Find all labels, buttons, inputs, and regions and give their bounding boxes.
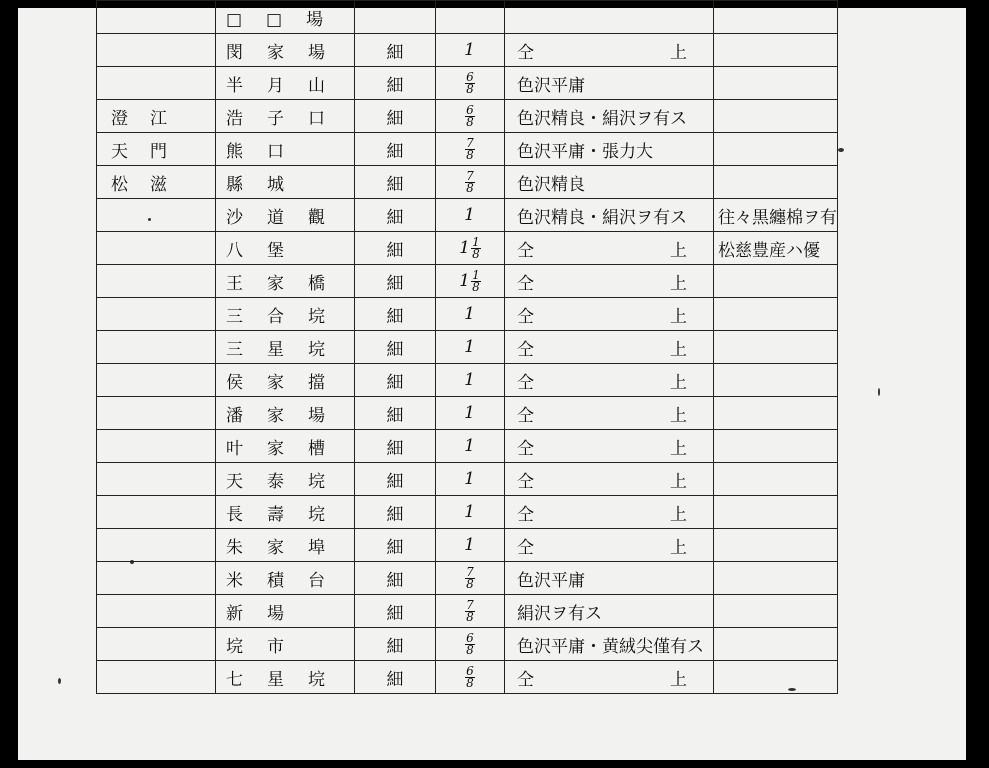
ratio-cell bbox=[436, 430, 505, 463]
ratio-cell bbox=[436, 628, 505, 661]
ratio-whole: 1 bbox=[464, 205, 475, 225]
ratio-fraction bbox=[465, 564, 475, 591]
table-row bbox=[97, 232, 838, 265]
remark-cell bbox=[714, 496, 838, 529]
region-cell bbox=[97, 562, 216, 595]
note-cell bbox=[505, 100, 714, 133]
remark-cell bbox=[714, 529, 838, 562]
note-text: 仝 bbox=[517, 504, 534, 525]
remark-cell bbox=[714, 34, 838, 67]
place-cell: 王家橋 bbox=[216, 265, 355, 298]
ditto-mark: 上 bbox=[670, 438, 687, 459]
ratio-cell bbox=[436, 364, 505, 397]
region-cell: 松滋 bbox=[97, 166, 216, 199]
region-cell bbox=[97, 661, 216, 694]
region-cell bbox=[97, 595, 216, 628]
ditto-mark: 上 bbox=[670, 405, 687, 426]
note-cell bbox=[505, 463, 714, 496]
table-row bbox=[97, 463, 838, 496]
fiber-type-cell: 細 bbox=[355, 331, 436, 364]
ratio-cell bbox=[436, 166, 505, 199]
remark-cell bbox=[714, 463, 838, 496]
ratio-numerator: 7 bbox=[466, 135, 474, 150]
cotton-ledger-table bbox=[96, 0, 838, 694]
region-cell bbox=[97, 265, 216, 298]
place-cell: 八堡 bbox=[216, 232, 355, 265]
remark-cell bbox=[714, 100, 838, 133]
ratio-cell bbox=[436, 34, 505, 67]
ratio-fraction bbox=[465, 69, 475, 96]
place-cell: 七星垸 bbox=[216, 661, 355, 694]
place-cell: 熊口 bbox=[216, 133, 355, 166]
ratio-numerator: 6 bbox=[466, 630, 474, 645]
ditto-mark: 上 bbox=[670, 240, 687, 261]
ratio-whole: 1 bbox=[459, 270, 470, 291]
table-row bbox=[97, 133, 838, 166]
ratio-denominator: 8 bbox=[466, 609, 474, 624]
table-row bbox=[97, 628, 838, 661]
note-text: 色沢平庸・張力大 bbox=[517, 141, 653, 162]
fiber-type-cell: 細 bbox=[355, 397, 436, 430]
region-cell bbox=[97, 331, 216, 364]
ratio-whole: 1 bbox=[464, 436, 475, 456]
table-row bbox=[97, 199, 838, 232]
note-text: 色沢平庸 bbox=[517, 75, 585, 96]
remark-cell bbox=[714, 331, 838, 364]
ditto-mark: 上 bbox=[670, 306, 687, 327]
fiber-type-cell: 細 bbox=[355, 562, 436, 595]
place-cell: 潘家場 bbox=[216, 397, 355, 430]
note-cell bbox=[505, 430, 714, 463]
place-cell: □□場 bbox=[216, 1, 355, 34]
region-cell bbox=[97, 298, 216, 331]
region-cell bbox=[97, 34, 216, 67]
fiber-type-cell: 細 bbox=[355, 463, 436, 496]
fiber-type-cell: 細 bbox=[355, 628, 436, 661]
note-text: 仝 bbox=[517, 42, 534, 63]
place-cell: 閔家場 bbox=[216, 34, 355, 67]
table-row bbox=[97, 1, 838, 34]
ratio-cell bbox=[436, 1, 505, 34]
ratio-whole: 1 bbox=[464, 469, 475, 489]
ditto-mark: 上 bbox=[670, 273, 687, 294]
ratio-fraction bbox=[465, 135, 475, 162]
place-cell: 浩子口 bbox=[216, 100, 355, 133]
region-cell bbox=[97, 232, 216, 265]
ratio-cell bbox=[436, 595, 505, 628]
place-cell: 三合垸 bbox=[216, 298, 355, 331]
fiber-type-cell: 細 bbox=[355, 232, 436, 265]
note-cell bbox=[505, 529, 714, 562]
table-row bbox=[97, 562, 838, 595]
place-cell: 長壽垸 bbox=[216, 496, 355, 529]
fiber-type-cell: 細 bbox=[355, 265, 436, 298]
note-cell bbox=[505, 34, 714, 67]
ratio-denominator: 8 bbox=[466, 642, 474, 657]
place-cell: 半月山 bbox=[216, 67, 355, 100]
note-text: 仝 bbox=[517, 438, 534, 459]
ratio-numerator: 6 bbox=[466, 663, 474, 678]
note-cell bbox=[505, 1, 714, 34]
fiber-type-cell: 細 bbox=[355, 67, 436, 100]
ratio-cell bbox=[436, 397, 505, 430]
ratio-cell bbox=[436, 133, 505, 166]
fiber-type-cell: 細 bbox=[355, 199, 436, 232]
remark-cell bbox=[714, 133, 838, 166]
fiber-type-cell: 細 bbox=[355, 364, 436, 397]
place-cell: 垸市 bbox=[216, 628, 355, 661]
ratio-whole: 1 bbox=[464, 337, 475, 357]
note-text: 仝 bbox=[517, 339, 534, 360]
place-cell: 新場 bbox=[216, 595, 355, 628]
note-cell bbox=[505, 628, 714, 661]
note-cell bbox=[505, 496, 714, 529]
note-cell bbox=[505, 331, 714, 364]
place-cell: 朱家埠 bbox=[216, 529, 355, 562]
fiber-type-cell: 細 bbox=[355, 133, 436, 166]
ratio-numerator: 7 bbox=[466, 597, 474, 612]
note-text: 色沢平庸・黄絨尖僅有ス bbox=[517, 636, 704, 657]
table-row bbox=[97, 397, 838, 430]
place-cell: 三星垸 bbox=[216, 331, 355, 364]
ratio-cell bbox=[436, 529, 505, 562]
remark-cell bbox=[714, 166, 838, 199]
region-cell bbox=[97, 364, 216, 397]
note-text: 仝 bbox=[517, 405, 534, 426]
remark-cell: 往々黒纏棉ヲ有 bbox=[714, 199, 838, 232]
region-cell bbox=[97, 430, 216, 463]
place-cell: 天泰垸 bbox=[216, 463, 355, 496]
ratio-cell bbox=[436, 331, 505, 364]
ratio-whole: 1 bbox=[464, 40, 475, 60]
table-row bbox=[97, 166, 838, 199]
ratio-numerator: 7 bbox=[466, 564, 474, 579]
fiber-type-cell: 細 bbox=[355, 298, 436, 331]
ratio-fraction bbox=[471, 234, 481, 261]
region-cell bbox=[97, 496, 216, 529]
note-cell bbox=[505, 133, 714, 166]
ratio-cell bbox=[436, 496, 505, 529]
ratio-fraction bbox=[465, 630, 475, 657]
ratio-cell bbox=[436, 199, 505, 232]
remark-cell bbox=[714, 661, 838, 694]
ratio-fraction bbox=[471, 267, 481, 294]
note-text: 仝 bbox=[517, 669, 534, 690]
ditto-mark: 上 bbox=[670, 669, 687, 690]
ratio-whole: 1 bbox=[464, 535, 475, 555]
remark-cell bbox=[714, 265, 838, 298]
ratio-cell bbox=[436, 67, 505, 100]
ratio-whole: 1 bbox=[464, 370, 475, 390]
ratio-denominator: 8 bbox=[466, 81, 474, 96]
fiber-type-cell bbox=[355, 1, 436, 34]
note-cell bbox=[505, 265, 714, 298]
table-row bbox=[97, 430, 838, 463]
remark-cell bbox=[714, 1, 838, 34]
table-row bbox=[97, 298, 838, 331]
remark-cell bbox=[714, 364, 838, 397]
note-text: 色沢平庸 bbox=[517, 570, 585, 591]
remark-cell bbox=[714, 397, 838, 430]
remark-cell bbox=[714, 298, 838, 331]
ditto-mark: 上 bbox=[670, 42, 687, 63]
note-cell bbox=[505, 232, 714, 265]
ratio-whole: 1 bbox=[464, 502, 475, 522]
note-text: 仝 bbox=[517, 537, 534, 558]
remark-cell: 松慈豊産ハ優 bbox=[714, 232, 838, 265]
ratio-denominator: 8 bbox=[472, 279, 480, 294]
note-text: 仝 bbox=[517, 306, 534, 327]
table-row bbox=[97, 364, 838, 397]
ratio-denominator: 8 bbox=[466, 675, 474, 690]
fiber-type-cell: 細 bbox=[355, 166, 436, 199]
table-row bbox=[97, 496, 838, 529]
ratio-numerator: 6 bbox=[466, 102, 474, 117]
ditto-mark: 上 bbox=[670, 537, 687, 558]
region-cell bbox=[97, 67, 216, 100]
remark-cell bbox=[714, 628, 838, 661]
ratio-cell bbox=[436, 562, 505, 595]
note-cell bbox=[505, 364, 714, 397]
remark-cell bbox=[714, 430, 838, 463]
ratio-whole: 1 bbox=[459, 237, 470, 258]
note-text: 仝 bbox=[517, 471, 534, 492]
fiber-type-cell: 細 bbox=[355, 430, 436, 463]
place-cell: 侯家擋 bbox=[216, 364, 355, 397]
note-cell bbox=[505, 199, 714, 232]
ratio-cell bbox=[436, 265, 505, 298]
region-cell bbox=[97, 463, 216, 496]
remark-cell bbox=[714, 562, 838, 595]
ditto-mark: 上 bbox=[670, 339, 687, 360]
note-cell bbox=[505, 595, 714, 628]
ratio-fraction bbox=[465, 168, 475, 195]
note-cell bbox=[505, 67, 714, 100]
ratio-whole: 1 bbox=[464, 403, 475, 423]
ratio-fraction bbox=[465, 597, 475, 624]
region-cell bbox=[97, 397, 216, 430]
note-text: 仝 bbox=[517, 273, 534, 294]
table-row bbox=[97, 595, 838, 628]
fiber-type-cell: 細 bbox=[355, 496, 436, 529]
note-text: 絹沢ヲ有ス bbox=[517, 603, 602, 624]
region-cell: 澄江 bbox=[97, 100, 216, 133]
table-row bbox=[97, 529, 838, 562]
remark-cell bbox=[714, 67, 838, 100]
ratio-numerator: 6 bbox=[466, 69, 474, 84]
ratio-cell bbox=[436, 298, 505, 331]
note-text: 仝 bbox=[517, 372, 534, 393]
ditto-mark: 上 bbox=[670, 471, 687, 492]
table-row bbox=[97, 100, 838, 133]
remark-cell bbox=[714, 595, 838, 628]
table-row bbox=[97, 265, 838, 298]
ratio-denominator: 8 bbox=[466, 180, 474, 195]
ratio-whole: 1 bbox=[464, 304, 475, 324]
ditto-mark: 上 bbox=[670, 504, 687, 525]
ratio-numerator: 7 bbox=[466, 168, 474, 183]
ratio-denominator: 8 bbox=[466, 147, 474, 162]
region-cell bbox=[97, 199, 216, 232]
ratio-denominator: 8 bbox=[472, 246, 480, 261]
fiber-type-cell: 細 bbox=[355, 34, 436, 67]
note-cell bbox=[505, 166, 714, 199]
region-cell bbox=[97, 529, 216, 562]
place-cell: 縣城 bbox=[216, 166, 355, 199]
table-row bbox=[97, 661, 838, 694]
place-cell: 叶家槽 bbox=[216, 430, 355, 463]
note-text: 色沢精良・絹沢ヲ有ス bbox=[517, 108, 687, 129]
ratio-cell bbox=[436, 463, 505, 496]
ratio-denominator: 8 bbox=[466, 114, 474, 129]
note-text: 色沢精良 bbox=[517, 174, 585, 195]
note-cell bbox=[505, 661, 714, 694]
ratio-numerator: 1 bbox=[472, 267, 480, 282]
region-cell bbox=[97, 628, 216, 661]
place-cell: 沙道觀 bbox=[216, 199, 355, 232]
fiber-type-cell: 細 bbox=[355, 661, 436, 694]
note-text: 色沢精良・絹沢ヲ有ス bbox=[517, 207, 687, 228]
fiber-type-cell: 細 bbox=[355, 595, 436, 628]
note-cell bbox=[505, 397, 714, 430]
ditto-mark: 上 bbox=[670, 372, 687, 393]
ratio-cell bbox=[436, 100, 505, 133]
ratio-fraction bbox=[465, 102, 475, 129]
ratio-cell bbox=[436, 232, 505, 265]
ratio-fraction bbox=[465, 663, 475, 690]
table-row bbox=[97, 331, 838, 364]
region-cell bbox=[97, 1, 216, 34]
note-cell bbox=[505, 562, 714, 595]
table-row bbox=[97, 34, 838, 67]
note-text: 仝 bbox=[517, 240, 534, 261]
region-cell: 天門 bbox=[97, 133, 216, 166]
ratio-denominator: 8 bbox=[466, 576, 474, 591]
place-cell: 米積台 bbox=[216, 562, 355, 595]
fiber-type-cell: 細 bbox=[355, 529, 436, 562]
ratio-numerator: 1 bbox=[472, 234, 480, 249]
table-row bbox=[97, 67, 838, 100]
note-cell bbox=[505, 298, 714, 331]
fiber-type-cell: 細 bbox=[355, 100, 436, 133]
ratio-cell bbox=[436, 661, 505, 694]
